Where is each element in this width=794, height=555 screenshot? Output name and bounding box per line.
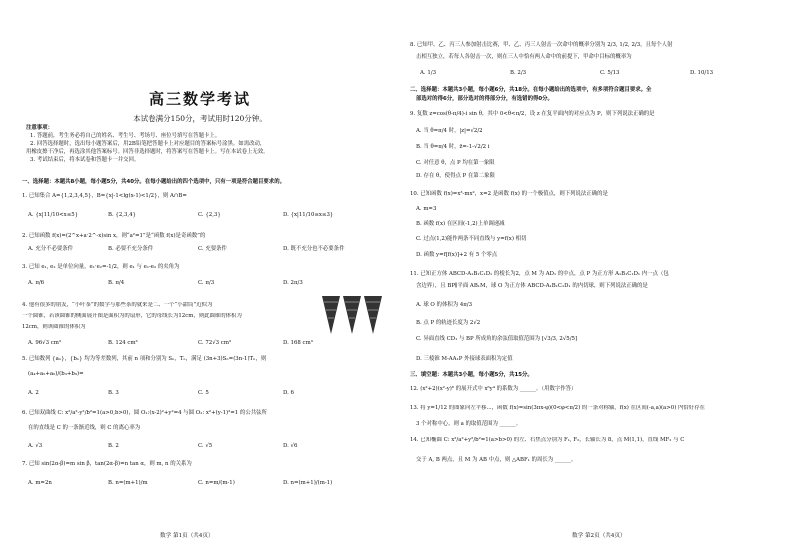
question-10-option-c: C. 过点(1,2)能作两条不同直线与 y=f(x) 相切 (416, 236, 527, 242)
option-c: C. 72√3 cm³ (198, 340, 232, 346)
page-footer: 数学 第2页（共4页） (572, 533, 626, 539)
option-c: C. π/3 (198, 280, 215, 286)
question-12: 12. (x²+2)(x²-y)⁶ 的展开式中 x⁶y⁴ 的系数为 ______。（用数字作答） (410, 386, 577, 392)
option-c: C. n=m/(m-1) (198, 480, 235, 486)
question-13: 13. 将 y=1/12 的图象向左平移...，函数 f(x)=sin(3πx-φ)(0<φ<π/2) 的一条对称轴，f(x) 在区间(-a,a)(a>0) 内恰好存在 (410, 405, 705, 411)
question-4: 4. 他有很多的朋友，“小叶茶”的数学与那些茶的就来是二、一个“小甜筒”近似为 (22, 302, 213, 308)
option-a: A. π/6 (28, 280, 45, 286)
option-a: A. √3 (28, 443, 43, 449)
question-4-cont: 12cm，则该圆锥的体积为 (22, 324, 86, 330)
option-b: B. 必要不充分条件 (108, 246, 154, 252)
question-10-option-b: B. 函数 f(x) 在区间(-1,2)上单调递减 (416, 221, 505, 227)
exam-title: 高三数学考试 (148, 90, 251, 108)
question-7-options (28, 480, 398, 488)
option-d: D. n=(m+1)/(m-1) (283, 480, 333, 486)
section-heading: 二、选择题：本题共3小题，每小题6分，共18分。在每小题给出的选项中，有多项符合题目要求。全 (410, 87, 652, 93)
question-11-option-d: D. 三棱锥 M-AA₁P 外接球表面积为定值 (416, 356, 513, 362)
exam-subtitle: 本试卷满分150分，考试用时120分钟。 (133, 114, 267, 123)
option-b: B. 3 (108, 390, 119, 396)
question-14-cont: 交于 A, B 两点，且 M 为 AB 中点，则 △ABF₁ 的周长为 ______。 (416, 457, 577, 463)
question-11-option-a: A. 球 O 的体积为 4π/3 (416, 302, 473, 308)
option-c: C. 5/13 (600, 70, 620, 76)
option-a: A. {x|11/10<x≤5} (28, 212, 79, 218)
question-10-option-a: A. m=3 (416, 206, 437, 212)
question-5-cont: (a₄+a₅+a₆)/(b₃+b₉)= (28, 371, 84, 377)
option-a: A. 2 (28, 390, 39, 396)
question-10: 10. 已知函数 f(x)=x³-mx²，x=2 是函数 f(x) 的一个极值点，则下列说法正确的是 (410, 191, 608, 197)
question-1: 1. 已知集合 A={1,2,3,4,5}，B={x|-1<lg(x-1)<1/2}，则 A∩B= (22, 193, 187, 199)
question-11: 11. 已知正方体 ABCD-A₁B₁C₁D₁ 的棱长为2，点 M 为 AD₁ 的中点，点 P 为正方形 A₁B₁C₁D₁ 内一点（包 (410, 271, 669, 277)
question-2-options (28, 246, 398, 254)
question-5-options (28, 390, 398, 398)
question-10-option-d: D. 函数 y=f[f(x)]+2 有 5 个零点 (416, 252, 498, 258)
question-9-option-c: C. 对任意 θ，点 P 均在第一象限 (416, 160, 495, 166)
question-9-option-d: D. 存在 θ，使得点 P 在第二象限 (416, 173, 495, 179)
question-11-cont: 含边界），且 BP∥平面 AB₁M，球 O 为正方体 ABCD-A₁B₁C₁D₁ 的内切球，则下列说法正确的是 (416, 283, 648, 289)
option-d: D. 2π/3 (283, 280, 303, 286)
option-d: D. 既不充分也不必要条件 (283, 246, 345, 252)
section-heading: 一、选择题：本题共8小题，每小题5分，共40分。在每小题给出的四个选项中，只有一项是符合题目要求的。 (22, 179, 285, 185)
option-a: A. m=2n (28, 480, 52, 486)
question-3: 3. 已知 e₁, e₂ 是单位向量，e₁·e₂=-1/2，则 e₁ 与 e₁-e₂ 的夹角为 (22, 264, 180, 270)
option-b: B. {2,3,4} (108, 212, 136, 218)
question-6: 6. 已知双曲线 C: x²/a²-y²/b²=1(a>0,b>0)，圆 O₁:(x-2)²+y²=4 与圆 O₂: x²+(y-1)²=1 的公共弦所 (22, 410, 267, 416)
notice-heading: 注意事项： (26, 125, 53, 131)
question-13-cont: 3 个对称中心，则 a 的取值范围为 ______。 (416, 421, 522, 427)
question-14: 14. 已知椭圆 C: x²/a²+y²/b²=1(a>b>0) 的左、右焦点分别为 F₁, F₂，长轴长为 8，点 M(1,1)，直线 MF₂ 与 C (410, 437, 685, 443)
page-footer: 数学 第1页（共4页） (160, 533, 214, 539)
question-11-option-b: B. 点 P 的轨迹长度为 2√2 (416, 320, 481, 326)
question-7: 7. 已知 sin(2α-β)=m sin β，tan(2α-β)=n tan α，则 m, n 的关系为 (22, 461, 192, 467)
option-d: D. √6 (283, 443, 298, 449)
page-right (402, 0, 794, 555)
notice-line: 1. 答题前，考生务必将自己的姓名、考生号、考场号、座位号填写在答题卡上。 (30, 133, 221, 139)
option-c: C. 充要条件 (198, 246, 227, 252)
question-1-options (28, 212, 398, 220)
option-b: B. 124 cm³ (108, 340, 138, 346)
option-a: A. 96√3 cm³ (28, 340, 62, 346)
option-c: C. √5 (198, 443, 213, 449)
question-3-options (28, 280, 398, 288)
option-c: C. 5 (198, 390, 209, 396)
question-2: 2. 已知函数 f(x)=(2^x+a·2^-x)sin x，则“a²=1”是“函数 f(x)是奇函数”的 (22, 233, 206, 239)
question-9-option-a: A. 当 θ=π/4 时，|z|=√2/2 (416, 128, 483, 134)
question-11-option-c: C. 异面直线 CD₁ 与 BP 所成角的余弦值取值范围为 [√3/3, 2√5/5] (416, 336, 578, 342)
question-8: 8. 已知甲、乙、丙三人参加射击比赛，甲、乙、丙三人射击一次命中的概率分别为 2/3, 1/2, 2/3，且每个人射 (410, 42, 673, 48)
section-heading: 三、填空题：本题共3小题，每小题5分，共15分。 (410, 372, 533, 378)
notice-line: 3. 考试结束后，将本试卷和答题卡一并交回。 (30, 157, 140, 163)
notice-line: 2. 回答选择题时，选出每小题答案后，用2B铅笔把答题卡上对应题目的答案标号涂黑。如需改动， (30, 141, 266, 147)
ice-cream-cone-figure (320, 294, 386, 334)
option-b: B. n=(m+1)/m (108, 480, 148, 486)
question-8-options (420, 70, 790, 78)
option-d: D. 10/13 (690, 70, 714, 76)
option-a: A. 1/3 (420, 70, 436, 76)
cone-icon (320, 294, 386, 336)
option-a: A. 充分不必要条件 (28, 246, 74, 252)
option-c: C. {2,3} (198, 212, 221, 218)
section-heading-cont: 部选对的得6分，部分选对的得部分分，有选错的得0分。 (416, 96, 553, 102)
question-5: 5. 已知数列 {aₙ}，{bₙ} 均为等差数列，其前 n 项和分别为 Sₙ，Tₙ，满足 (3n+3)Sₙ=(3n-1)Tₙ，则 (22, 356, 267, 362)
option-d: D. 6 (283, 390, 294, 396)
option-d: D. 168 cm³ (283, 340, 313, 346)
question-9: 9. 复数 z=cos(θ-π/4)-i sin θ，其中 0<θ<π/2，设 z 在复平面内的对应点为 P，则下列说法正确的是 (410, 111, 655, 117)
question-9-option-b: B. 当 θ=π/4 时，z̄=-1-√2/2 i (416, 144, 490, 150)
question-4-cont: 一个圆锥，若该圆锥的侧面展开图是面积为的扇形，它的母线长为12cm，则此圆锥的体积为 (22, 313, 242, 319)
option-b: B. 2 (108, 443, 119, 449)
question-4-options (28, 340, 398, 348)
question-6-options (28, 443, 398, 451)
option-d: D. {x|11/10≤x≤3} (283, 212, 334, 218)
question-6-cont: 在的直线是 C 的一条渐近线，则 C 的离心率为 (28, 425, 141, 431)
question-8-cont: 击相互独立，若每人各射击一次，则在三人中恰有两人命中的前提下，甲命中目标的概率为 (416, 54, 632, 60)
option-b: B. π/4 (108, 280, 125, 286)
notice-line: 用橡皮擦干净后，再选涂其他答案标号。回答非选择题时，将答案写在答题卡上。写在本试卷上无效。 (26, 149, 269, 155)
option-b: B. 2/3 (510, 70, 527, 76)
